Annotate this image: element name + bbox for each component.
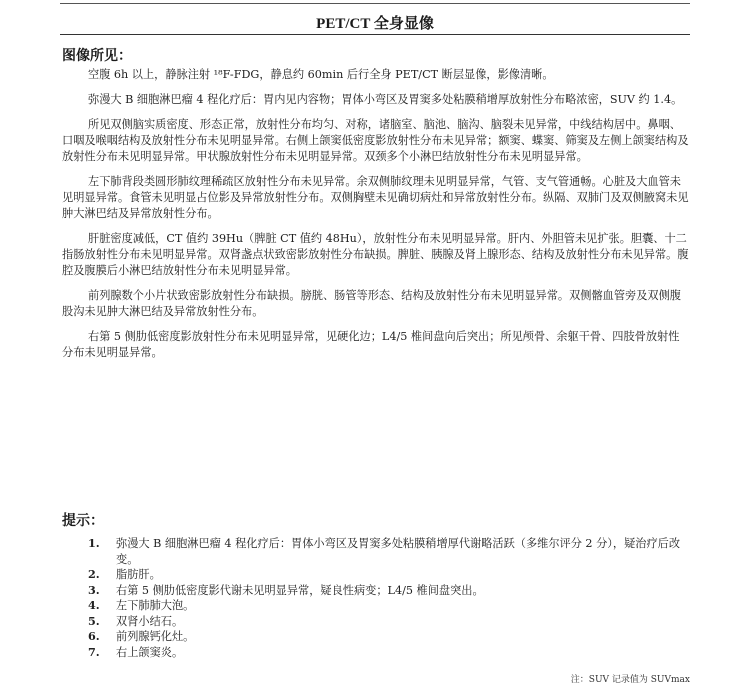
- tip-text: 右上颌窦炎。: [116, 645, 184, 659]
- findings-heading: 图像所见：: [62, 48, 132, 64]
- tip-number: 4.: [88, 598, 100, 612]
- tip-item: [88, 629, 693, 645]
- tip-item: [88, 614, 693, 630]
- finding-paragraph: 空腹 6h 以上，静脉注射 ¹⁸F-FDG，静息约 60min 后行全身 PET/CT 断层显像，影像清晰。: [88, 68, 554, 81]
- tip-number: 1.: [88, 536, 100, 550]
- tip-text: 脂肪肝。: [116, 568, 161, 581]
- finding-paragraph: 前列腺数个小片状致密影放射性分布缺损。膀胱、肠管等形态、结构及放射性分布未见明显异常。双侧髂血管旁及双侧腹股沟未见肿大淋巴结及异常放射性分布。: [62, 289, 681, 318]
- tip-item: [88, 567, 693, 583]
- tip-text: 弥漫大 B 细胞淋巴瘤 4 程化疗后：胃体小弯区及胃窦多处粘膜稍增厚代谢略活跃（多维尔评分 2 分），疑治疗后改变。: [116, 537, 681, 566]
- finding-paragraph: 弥漫大 B 细胞淋巴瘤 4 程化疗后：胃内见内容物；胃体小弯区及胃窦多处粘膜稍增厚放射性分布略浓密，SUV 约 1.4。: [88, 93, 683, 106]
- tip-item: [88, 598, 693, 614]
- tip-number: 5.: [88, 613, 100, 628]
- finding-paragraph: 肝脏密度减低，CT 值约 39Hu（脾脏 CT 值约 48Hu），放射性分布未见明显异常。肝内、外胆管未见扩张。胆囊、十二指肠放射性分布未见明显异常。双肾盏点状致密影放射性分布缺损。脾脏、胰腺及肾上腺形态、结构及放射性分布未见异常。腹腔及腹膜后小淋巴结放射性分布未见明显异常。: [62, 232, 689, 277]
- title-divider: [60, 34, 690, 35]
- tip-number: 3.: [88, 582, 100, 597]
- tip-item: [88, 583, 693, 599]
- finding-paragraph: 左下肺背段类圆形肺纹理稀疏区放射性分布未见异常。余双侧肺纹理未见明显异常，气管、支气管通畅。心脏及大血管未见明显异常。食管未见明显占位影及异常放射性分布。双侧胸壁未见确切病灶和异常放射性分布。纵隔、双肺门及双侧腋窝未见肿大淋巴结及异常放射性分布。: [62, 175, 689, 220]
- tip-item: [88, 645, 693, 661]
- findings-section: [62, 67, 690, 370]
- report-title: PET/CT 全身显像: [316, 16, 434, 32]
- finding-paragraph: 右第 5 侧肋低密度影放射性分布未见明显异常，见硬化边；L4/5 椎间盘向后突出；所见颅骨、余躯干骨、四肢骨放射性分布未见明显异常。: [62, 330, 680, 359]
- footnote: 注：SUV 记录值为 SUVmax: [570, 675, 690, 685]
- tip-text: 右第 5 侧肋低密度影代谢未见明显异常，疑良性病变；L4/5 椎间盘突出。: [116, 583, 484, 597]
- tip-item: [88, 536, 693, 567]
- top-divider: [60, 3, 690, 4]
- tip-text: 双肾小结石。: [116, 614, 184, 628]
- tip-number: 2.: [88, 567, 100, 581]
- tips-list: [88, 536, 693, 660]
- tip-text: 左下肺肺大泡。: [116, 599, 195, 612]
- finding-paragraph: 所见双侧脑实质密度、形态正常，放射性分布均匀、对称，诸脑室、脑池、脑沟、脑裂未见异常，中线结构居中。鼻咽、口咽及喉咽结构及放射性分布未见明显异常。右侧上颌窦低密度影放射性分布未见异常；额窦、蝶窦、筛窦及左侧上颌窦结构及放射性分布未见明显异常。甲状腺放射性分布未见明显异常。双颈多个小淋巴结放射性分布未见明显异常。: [62, 118, 689, 163]
- tip-number: 6.: [88, 629, 100, 643]
- tip-text: 前列腺钙化灶。: [116, 630, 195, 643]
- tips-heading: 提示：: [62, 513, 104, 529]
- tip-number: 7.: [88, 644, 100, 659]
